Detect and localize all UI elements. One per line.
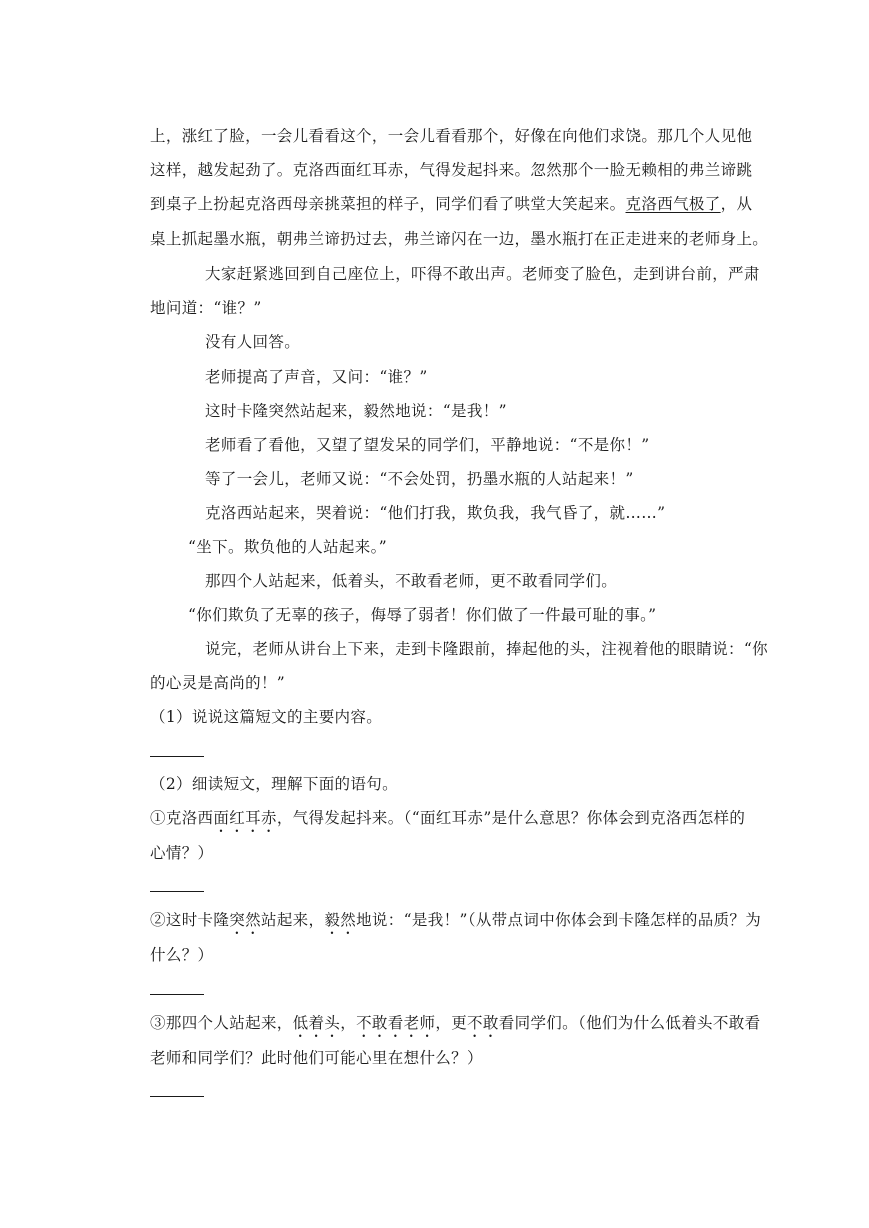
story-paragraph-line: “坐下。欺负他的人站起来。” — [188, 538, 387, 556]
question-2-1-cont: 心情？） — [150, 844, 214, 862]
question-2-1: ①克洛西面红耳赤，气得发起抖来。（“面红耳赤”是什么意思？你体会到克洛西怎样的 — [150, 809, 746, 827]
answer-blank-3[interactable] — [150, 994, 204, 995]
dotted-word: 不敢 — [467, 1014, 499, 1032]
story-line-17: 的心灵是高尚的！” — [150, 674, 286, 692]
story-line-1: 上，涨红了脸，一会儿看看这个，一会儿看看那个，好像在向他们求饶。那几个人见他 — [150, 127, 753, 145]
story-paragraph-line: 说完，老师从讲台上下来，走到卡隆跟前，捧起他的头，注视着他的眼睛说：“你 — [205, 640, 769, 658]
story-line-4: 桌上抓起墨水瓶，朝弗兰谛扔过去，弗兰谛闪在一边，墨水瓶打在正走进来的老师身上。 — [150, 230, 769, 248]
story-paragraph-line: 克洛西站起来，哭着说：“他们打我，欺负我，我气昏了，就……” — [205, 504, 666, 522]
story-paragraph-line: 没有人回答。 — [205, 333, 301, 351]
question-2-2-cont: 什么？） — [150, 946, 214, 964]
story-paragraph-line: 这时卡隆突然站起来，毅然地说：“是我！” — [205, 402, 507, 420]
answer-blank-1[interactable] — [150, 756, 204, 757]
story-paragraph-line: “你们欺负了无辜的孩子，侮辱了弱者！你们做了一件最可耻的事。” — [188, 606, 657, 624]
dotted-word: 不敢看老师 — [356, 1014, 436, 1032]
dotted-word: 低着头 — [292, 1014, 341, 1032]
dotted-word: 毅然 — [324, 911, 357, 929]
dotted-word: 面红耳赤 — [213, 809, 277, 827]
underlined-phrase: 克洛西气极了 — [625, 195, 721, 213]
story-line-3: 到桌子上扮起克洛西母亲挑菜担的样子，同学们看了哄堂大笑起来。克洛西气极了，从 — [150, 195, 753, 213]
question-2-2: ②这时卡隆突然站起来，毅然地说：“是我！”（从带点词中你体会到卡隆怎样的品质？为 — [150, 911, 762, 929]
question-2-3: ③那四个人站起来，低着头，不敢看老师，更不敢看同学们。（他们为什么低着头不敢看 — [150, 1014, 761, 1032]
story-paragraph-line: 等了一会儿，老师又说：“不会处罚，扔墨水瓶的人站起来！” — [205, 470, 634, 488]
story-paragraph-line: 老师看了看他，又望了望发呆的同学们，平静地说：“不是你！” — [205, 436, 650, 454]
question-1: （1）说说这篇短文的主要内容。 — [150, 708, 383, 726]
answer-blank-2[interactable] — [150, 891, 204, 892]
answer-blank-4[interactable] — [150, 1096, 204, 1097]
question-2: （2）细读短文，理解下面的语句。 — [150, 775, 398, 793]
story-paragraph-line: 老师提高了声音，又问：“谁？” — [205, 368, 428, 386]
story-paragraph-line: 大家赶紧逃回到自己座位上，吓得不敢出声。老师变了脸色，走到讲台前，严肃 — [205, 265, 760, 283]
dotted-word: 突然 — [229, 911, 261, 929]
story-line-6: 地问道：“谁？” — [150, 299, 262, 317]
question-2-3-cont: 老师和同学们？此时他们可能心里在想什么？） — [150, 1049, 483, 1067]
story-paragraph-line: 那四个人站起来，低着头，不敢看老师，更不敢看同学们。 — [205, 572, 618, 590]
story-line-2: 这样，越发起劲了。克洛西面红耳赤，气得发起抖来。忽然那个一脸无赖相的弗兰谛跳 — [150, 161, 753, 179]
